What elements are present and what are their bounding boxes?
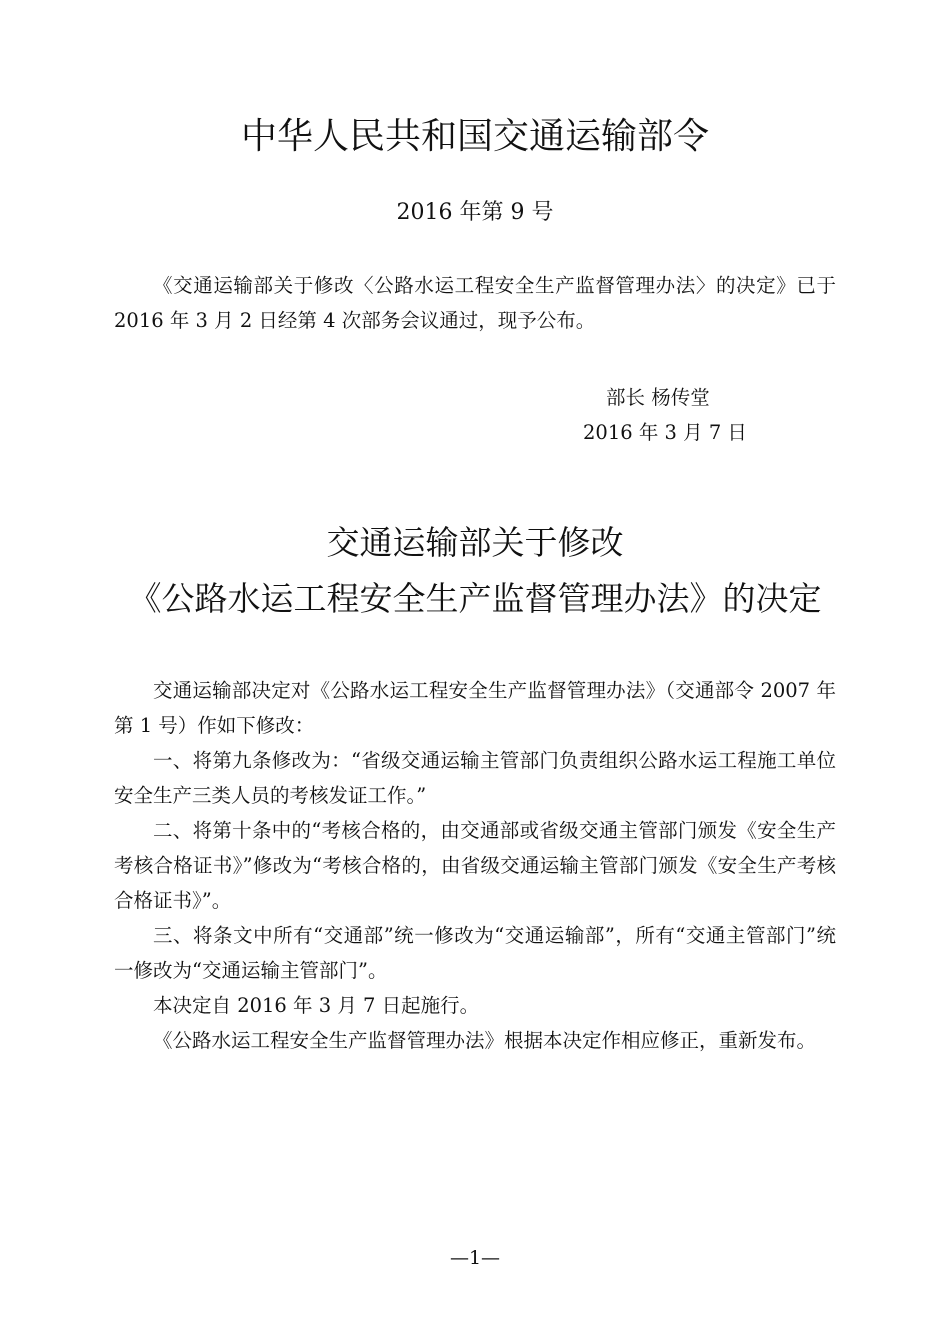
document-title: 中华人民共和国交通运输部令: [240, 116, 709, 157]
decision-body: [114, 673, 836, 1058]
decision-paragraph: 交通运输部决定对《公路水运工程安全生产监督管理办法》（交通部令 2007 年第 1 号）作如下修改：: [114, 679, 836, 737]
announcement-text: 《交通运输部关于修改〈公路水运工程安全生产监督管理办法〉的决定》已于 2016 年 3 月 2 日经第 4 次部务会议通过，现予公布。: [114, 274, 836, 332]
decision-paragraph: 三、将条文中所有“交通部”统一修改为“交通运输部”，所有“交通主管部门”统一修改为“交通运输主管部门”。: [114, 924, 836, 982]
decision-paragraph: 《公路水运工程安全生产监督管理办法》根据本决定作相应修正，重新发布。: [153, 1029, 817, 1052]
decision-title-line1: 交通运输部关于修改: [326, 523, 624, 562]
signature-date: 2016 年 3 月 7 日: [583, 421, 747, 444]
page-number: —1—: [449, 1247, 501, 1269]
decision-title-line2: 《公路水运工程安全生产监督管理办法》的决定: [128, 579, 822, 618]
announcement-paragraph: [114, 268, 836, 338]
decision-paragraph: 本决定自 2016 年 3 月 7 日起施行。: [153, 994, 480, 1017]
decision-paragraph: 二、将第十条中的“考核合格的，由交通部或省级交通主管部门颁发《安全生产考核合格证书》”修改为“考核合格的，由省级交通运输主管部门颁发《安全生产考核合格证书》”。: [114, 819, 836, 912]
decision-paragraph: 一、将第九条修改为：“省级交通运输主管部门负责组织公路水运工程施工单位安全生产三类人员的考核发证工作。”: [114, 749, 836, 807]
signer: 部长 杨传堂: [606, 386, 710, 409]
order-number: 2016 年第 9 号: [396, 200, 554, 225]
